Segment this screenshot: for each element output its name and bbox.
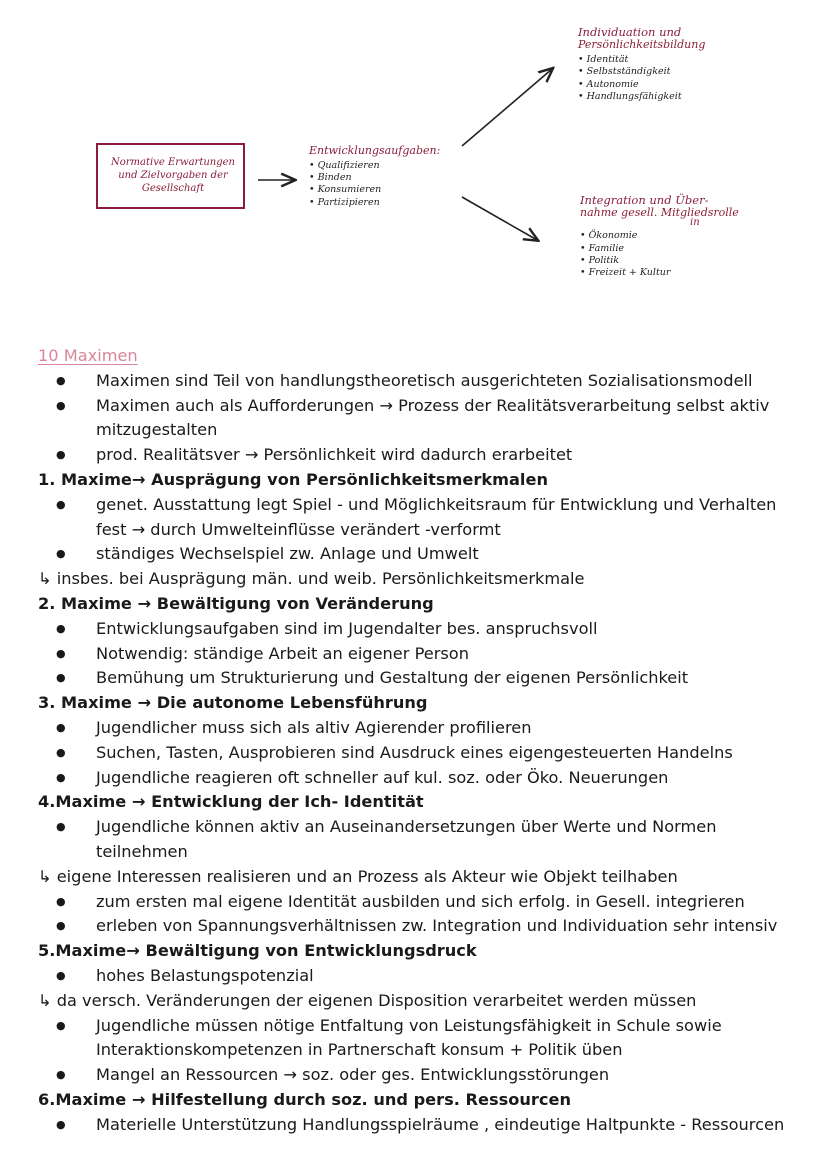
integration-block (580, 194, 739, 280)
maxime-5-title: 5.Maxime→ Bewältigung von Entwicklungsdruck (38, 941, 477, 961)
maximen-notes (38, 344, 808, 1138)
arrow-to-integration (462, 197, 537, 240)
bullet-item: ● Entwicklungsaufgaben sind im Jugendalter bes. anspruchsvoll (38, 617, 808, 642)
bullet-item: ● Suchen, Tasten, Ausprobieren sind Ausdruck eines eigengesteuerten Handelns (38, 741, 808, 766)
maxime-1-title: 1. Maxime→ Ausprägung von Persönlichkeitsmerkmalen (38, 469, 548, 489)
bullet-item: ● ständiges Wechselspiel zw. Anlage und Umwelt (38, 542, 808, 567)
list-item: • Konsumieren (309, 184, 440, 196)
integration-title-line2: nahme gesell. Mitgliedsrolle (580, 206, 739, 220)
development-tasks-block (309, 145, 440, 209)
arrow-note: ↳ da versch. Veränderungen der eigenen Disposition verarbeitet werden müssen (38, 990, 697, 1010)
arrow-note: ↳ eigene Interessen realisieren und an Prozess als Akteur wie Objekt teilhaben (38, 866, 678, 886)
list-item: • Politik (580, 255, 739, 267)
bullet-item: ● Bemühung um Strukturierung und Gestaltung der eigenen Persönlichkeit (38, 666, 808, 691)
maxime-6-title: 6.Maxime → Hilfestellung durch soz. und pers. Ressourcen (38, 1089, 571, 1109)
bullet-item: ● Jugendlicher muss sich als altiv Agierender profilieren (38, 716, 808, 741)
list-item: • Freizeit + Kultur (580, 267, 739, 279)
section-heading: 10 Maximen (38, 346, 138, 365)
individuation-list (578, 54, 705, 103)
development-tasks-title: Entwicklungsaufgaben: (309, 144, 441, 157)
bullet-item: ● Jugendliche reagieren oft schneller auf kul. soz. oder Öko. Neuerungen (38, 766, 808, 791)
list-item: • Qualifizieren (309, 160, 440, 172)
list-item: • Handlungsfähigkeit (578, 91, 705, 103)
bullet-item: ● Mangel an Ressourcen → soz. oder ges. Entwicklungsstörungen (38, 1063, 808, 1088)
development-tasks-list (309, 160, 440, 209)
integration-title-line1: Integration und Über- (580, 193, 709, 207)
individuation-block (578, 26, 705, 103)
arrow-note: ↳ insbes. bei Ausprägung män. und weib. Persönlichkeitsmerkmale (38, 569, 585, 589)
integration-title-line3: in (690, 216, 700, 228)
bullet-item: ● genet. Ausstattung legt Spiel - und Möglichkeitsraum für Entwicklung und Verhalten fest → durch Umwelteinflüsse verändert -verformt (38, 493, 808, 543)
maxime-4-title: 4.Maxime → Entwicklung der Ich- Identität (38, 792, 424, 812)
maxime-3-title: 3. Maxime → Die autonome Lebensführung (38, 693, 428, 713)
individuation-title-line2: Persönlichkeitsbildung (578, 38, 706, 52)
list-item: • Partizipieren (309, 197, 440, 209)
bullet-item: ● Jugendliche können aktiv an Auseinandersetzungen über Werte und Normen teilnehmen (38, 815, 808, 865)
arrow-to-individuation (462, 69, 552, 146)
bullet-item: ● erleben von Spannungsverhältnissen zw. Integration und Individuation sehr intensiv (38, 914, 808, 939)
bullet-item: ● Maximen sind Teil von handlungstheoretisch ausgerichteten Sozialisationsmodell (38, 369, 808, 394)
bullet-item: ● Maximen auch als Aufforderungen → Prozess der Realitätsverarbeitung selbst aktiv mitzugestalten (38, 394, 808, 444)
list-item: • Binden (309, 172, 440, 184)
maxime-2-title: 2. Maxime → Bewältigung von Veränderung (38, 593, 434, 613)
list-item: • Identität (578, 54, 705, 66)
box-text: Normative Erwartungen und Zielvorgaben der Gesellschaft (111, 157, 235, 194)
bullet-item: ● Notwendig: ständige Arbeit an eigener Person (38, 642, 808, 667)
bullet-item: ● Jugendliche müssen nötige Entfaltung von Leistungsfähigkeit in Schule sowie Interaktionskompetenzen in Partnerschaft konsum + Politik üben (38, 1014, 808, 1064)
integration-list (580, 230, 739, 279)
list-item: • Familie (580, 243, 739, 255)
list-item: • Autonomie (578, 79, 705, 91)
list-item: • Ökonomie (580, 230, 739, 242)
bullet-item: ● Materielle Unterstützung Handlungsspielräume , eindeutige Haltpunkte - Ressourcen (38, 1113, 808, 1138)
bullet-item: ● prod. Realitätsver → Persönlichkeit wird dadurch erarbeitet (38, 443, 808, 468)
bullet-item: ● zum ersten mal eigene Identität ausbilden und sich erfolg. in Gesell. integrieren (38, 890, 808, 915)
individuation-title-line1: Individuation und (578, 25, 682, 39)
list-item: • Selbstständigkeit (578, 66, 705, 78)
bullet-item: ● hohes Belastungspotenzial (38, 964, 808, 989)
